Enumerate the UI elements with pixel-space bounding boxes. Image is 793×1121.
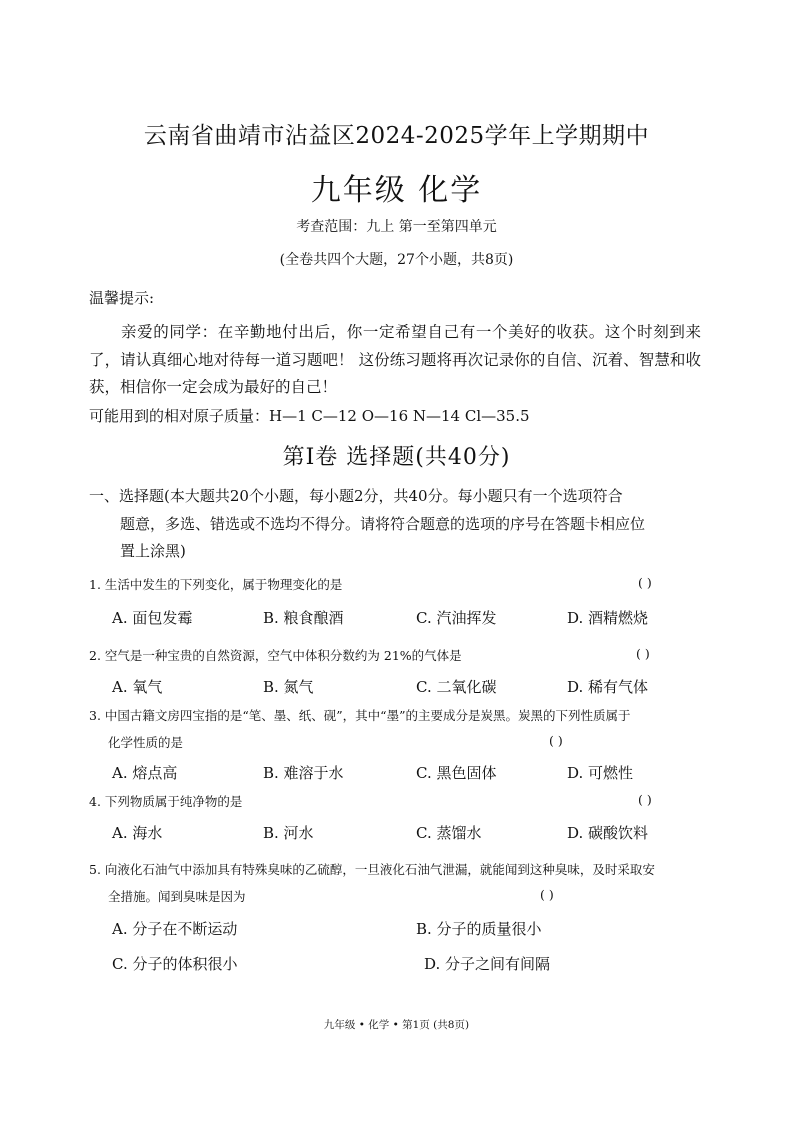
question-2-answer-paren: ( ): [636, 646, 650, 661]
question-3-stem: 3. 中国古籍文房四宝指的是“笔、墨、纸、砚”，其中“墨”的主要成分是炭黑。炭黑的下列性质属于: [89, 708, 631, 723]
question-4-option-c: C. 蒸馏水: [416, 824, 482, 842]
question-4-option-a: A. 海水: [112, 824, 163, 842]
instruction-line-3: 置上涂黑): [120, 542, 186, 560]
instruction-line-1: 一、选择题(本大题共20个小题，每小题2分，共40分。每小题只有一个选项符合: [89, 487, 623, 505]
exam-title-line2: 九年级 化学: [310, 173, 483, 208]
tips-body: 亲爱的同学：在辛勤地付出后，你一定希望自己有一个美好的收获。这个时刻到来了，请认真细心地对待每一道习题吧！ 这份练习题将再次记录你的自信、沉着、智慧和收获，相信你一定会成为最好的自己！: [89, 323, 701, 396]
question-3-option-c: C. 黑色固体: [416, 764, 497, 782]
question-5-option-c: C. 分子的体积很小: [112, 955, 238, 973]
question-5-option-b: B. 分子的质量很小: [416, 920, 542, 938]
page-footer: 九年级 • 化学 • 第1页 (共8页): [323, 1019, 470, 1031]
instruction-line-2: 题意，多选、错选或不选均不得分。请将符合题意的选项的序号在答题卡相应位: [120, 514, 646, 533]
question-2-option-c: C. 二氧化碳: [416, 678, 497, 696]
question-5-option-a: A. 分子在不断运动: [112, 920, 238, 938]
question-4-option-b: B. 河水: [263, 824, 314, 842]
question-3-option-d: D. 可燃性: [567, 764, 634, 782]
question-3-option-a: A. 熔点高: [112, 764, 178, 782]
exam-title-line1: 云南省曲靖市沾益区2024-2025学年上学期期中: [143, 123, 650, 149]
question-3-answer-paren: ( ): [549, 733, 563, 748]
question-3-option-b: B. 难溶于水: [263, 764, 344, 782]
question-1-option-a: A. 面包发霉: [112, 609, 193, 627]
question-3-stem-cont: 化学性质的是: [108, 735, 184, 750]
question-2-option-b: B. 氮气: [263, 678, 314, 696]
section-instruction: [89, 483, 694, 566]
question-4-stem: 4. 下列物质属于纯净物的是: [89, 794, 243, 809]
exam-scope: 考查范围：九上 第一至第四单元: [296, 219, 497, 235]
question-1-answer-paren: ( ): [638, 575, 652, 590]
question-1-option-b: B. 粮食酿酒: [263, 609, 344, 627]
question-1-stem: 1. 生活中发生的下列变化，属于物理变化的是: [89, 577, 343, 592]
question-2-option-d: D. 稀有气体: [567, 678, 649, 696]
tips-heading: 温馨提示:: [89, 289, 155, 307]
question-5-stem: 5. 向液化石油气中添加具有特殊臭味的乙硫醇，一旦液化石油气泄漏，就能闻到这种臭味，及时采取安: [89, 862, 655, 877]
question-2-option-a: A. 氧气: [112, 678, 163, 696]
question-4-answer-paren: ( ): [638, 792, 652, 807]
atomic-masses: 可能用到的相对原子质量：H—1 C—12 O—16 N—14 Cl—35.5: [89, 407, 530, 425]
question-5-stem-cont: 全措施。闻到臭味是因为: [108, 889, 246, 904]
question-1-option-d: D. 酒精燃烧: [567, 609, 649, 627]
question-5-option-d: D. 分子之间有间隔: [424, 955, 551, 973]
question-2-stem: 2. 空气是一种宝贵的自然资源，空气中体积分数约为 21%的气体是: [89, 648, 462, 663]
section-title: 第Ⅰ卷 选择题(共40分): [282, 445, 511, 470]
question-5-answer-paren: ( ): [540, 887, 554, 902]
question-1-option-c: C. 汽油挥发: [416, 609, 497, 627]
exam-total-info: (全卷共四个大题，27个小题，共8页): [279, 252, 514, 268]
question-4-option-d: D. 碳酸饮料: [567, 824, 649, 842]
